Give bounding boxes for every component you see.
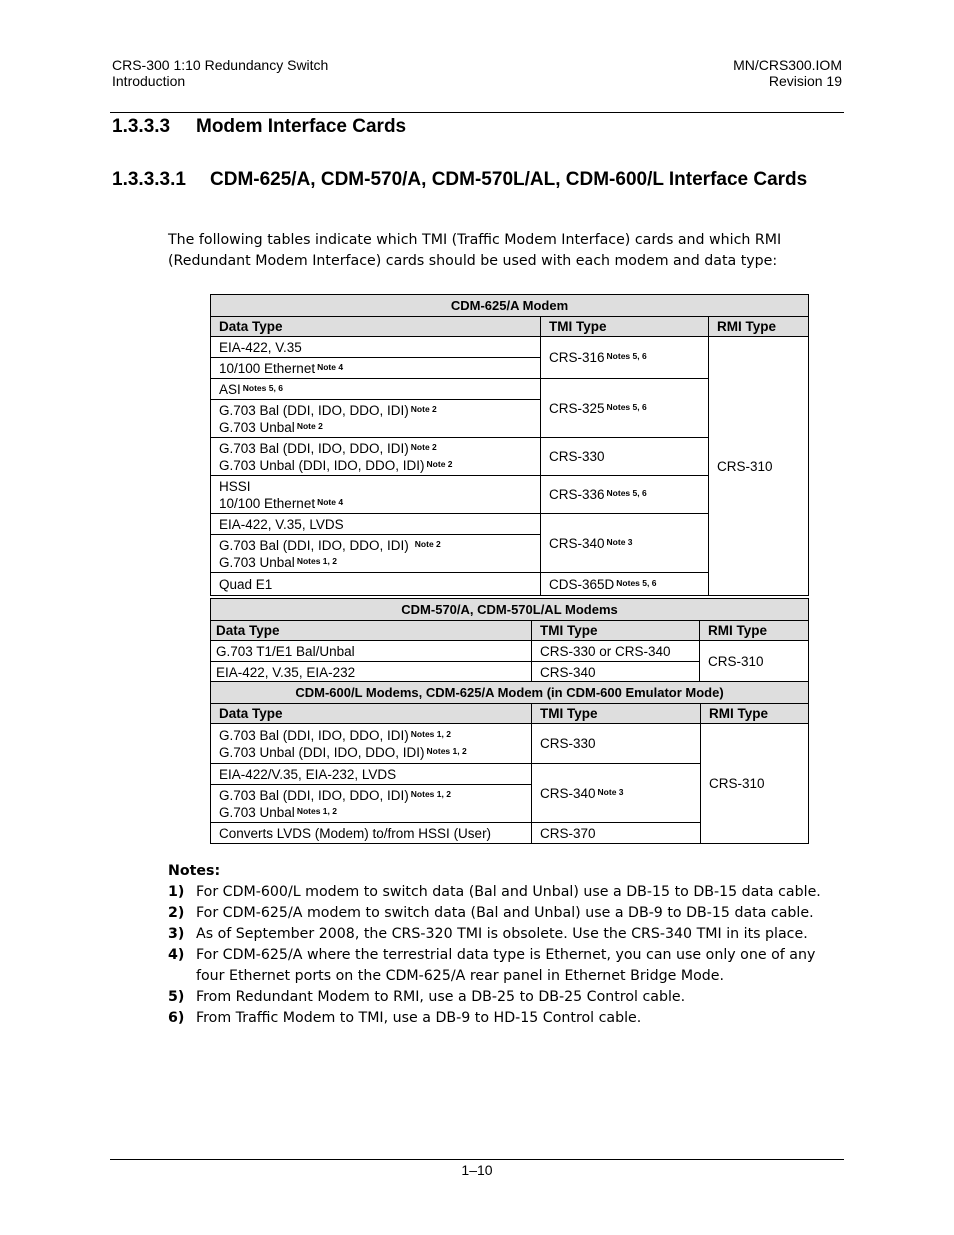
note-item: 2) For CDM-625/A modem to switch data (Bal and Unbal) use a DB-9 to DB-15 data cable. — [168, 905, 814, 921]
table-title: CDM-570/A, CDM-570L/AL Modems — [211, 599, 809, 621]
data-type-cell: EIA-422, V.35, EIA-232 — [211, 662, 532, 683]
notes-title: Notes: — [168, 863, 221, 879]
header-rule — [110, 112, 844, 113]
running-header-right — [733, 57, 842, 89]
tmi-type-cell: CRS-325 $^{Notes 5, 6}$ — [541, 379, 709, 438]
tmi-type-cell: CRS-316 $^{Notes 5, 6}$ — [541, 337, 709, 379]
rmi-type-cell: CRS-310 — [701, 724, 809, 844]
revision: Revision 19 — [768, 73, 842, 89]
page-number: 1–10 — [461, 1162, 493, 1178]
tmi-type-cell: CRS-340 $^{Note 3}$ — [532, 764, 701, 823]
section-heading — [112, 116, 406, 138]
column-header-data-type: Data Type — [211, 621, 532, 641]
column-header-tmi-type: TMI Type — [541, 317, 709, 337]
data-type-cell: ASI $^{Notes 5, 6}$ — [211, 379, 541, 400]
chapter-name: Introduction — [112, 73, 186, 89]
rmi-type-cell: CRS-310 — [709, 337, 809, 596]
data-type-cell: Quad E1 — [211, 573, 541, 596]
tmi-type-cell: CRS-370 — [532, 823, 701, 844]
table-title: CDM-625/A Modem — [211, 295, 809, 317]
data-type-cell: G.703 Bal (DDI, IDO, DDO, IDI) $^{Notes 1, 2}$ G.703 Unbal $^{Notes 1, 2}$ — [211, 785, 532, 823]
section-title: Modem Interface Cards — [196, 116, 407, 137]
note-item: 3) As of September 2008, the CRS-320 TMI is obsolete. Use the CRS-340 TMI in its place. — [168, 926, 808, 942]
subsection-number: 1.3.3.3.1 — [112, 169, 186, 190]
tmi-type-cell: CRS-340 — [532, 662, 700, 683]
tmi-type-cell: CRS-330 or CRS-340 — [532, 641, 700, 662]
column-header-rmi-type: RMI Type — [700, 621, 809, 641]
document-title: CRS-300 1:10 Redundancy Switch — [112, 57, 329, 73]
data-type-cell: 10/100 Ethernet $^{Note 4}$ — [211, 358, 541, 379]
data-type-cell: G.703 Bal (DDI, IDO, DDO, IDI) $^{Note 2}$ G.703 Unbal $^{Notes 1, 2}$ — [211, 535, 541, 573]
table-cdm-570 — [210, 598, 809, 683]
subsection-title: CDM-625/A, CDM-570/A, CDM-570L/AL, CDM-600/L Interface Cards — [210, 169, 808, 190]
column-header-data-type: Data Type — [211, 704, 532, 724]
table-cdm-625a — [210, 294, 809, 596]
tmi-type-cell: CRS-336 $^{Notes 5, 6}$ — [541, 476, 709, 514]
data-type-cell: Converts LVDS (Modem) to/from HSSI (User) — [211, 823, 532, 844]
table-cdm-600l — [210, 681, 809, 844]
data-type-cell: G.703 Bal (DDI, IDO, DDO, IDI) $^{Note 2}$ G.703 Unbal (DDI, IDO, DDO, IDI) $^{Note 2}$ — [211, 438, 541, 476]
column-header-data-type: Data Type — [211, 317, 541, 337]
running-header-left — [112, 57, 328, 89]
rmi-type-cell: CRS-310 — [700, 641, 809, 683]
tmi-type-cell: CRS-330 — [532, 724, 701, 764]
note-item: 6) From Traffic Modem to TMI, use a DB-9 to HD-15 Control cable. — [168, 1010, 642, 1026]
column-header-tmi-type: TMI Type — [532, 704, 701, 724]
document-id: MN/CRS300.IOM — [733, 57, 842, 73]
data-type-cell: G.703 Bal (DDI, IDO, DDO, IDI) $^{Note 2}$ G.703 Unbal $^{Note 2}$ — [211, 400, 541, 438]
column-header-rmi-type: RMI Type — [709, 317, 809, 337]
tmi-type-cell: CDS-365D $^{Notes 5, 6}$ — [541, 573, 709, 596]
data-type-cell: G.703 T1/E1 Bal/Unbal — [211, 641, 532, 662]
data-type-cell: EIA-422, V.35, LVDS — [211, 514, 541, 535]
tmi-type-cell: CRS-330 — [541, 438, 709, 476]
note-item: 4) For CDM-625/A where the terrestrial data type is Ethernet, you can use only one of any four Ethernet ports on the CDM-625/A rear panel in Ethernet Bridge Mode. — [168, 947, 816, 984]
intro-paragraph: The following tables indicate which TMI (Traffic Modem Interface) cards and which RMI (Redundant Modem Interface) cards should be used with each modem and data type: — [168, 232, 782, 269]
tmi-type-cell: CRS-340 $^{Note 3}$ — [541, 514, 709, 573]
note-item: 5) From Redundant Modem to RMI, use a DB-25 to DB-25 Control cable. — [168, 989, 686, 1005]
data-type-cell: EIA-422, V.35 — [211, 337, 541, 358]
column-header-tmi-type: TMI Type — [532, 621, 700, 641]
data-type-cell: G.703 Bal (DDI, IDO, DDO, IDI) $^{Notes 1, 2}$ G.703 Unbal (DDI, IDO, DDO, IDI) $^{Notes 1, 2}$ — [211, 724, 532, 764]
table-title: CDM-600/L Modems, CDM-625/A Modem (in CDM-600 Emulator Mode) — [211, 682, 809, 704]
section-number: 1.3.3.3 — [112, 116, 171, 137]
data-type-cell: EIA-422/V.35, EIA-232, LVDS — [211, 764, 532, 785]
footer-rule — [110, 1159, 844, 1160]
column-header-rmi-type: RMI Type — [701, 704, 809, 724]
data-type-cell: HSSI 10/100 Ethernet $^{Note 4}$ — [211, 476, 541, 514]
notes-section — [168, 861, 828, 1029]
note-item: 1) For CDM-600/L modem to switch data (Bal and Unbal) use a DB-15 to DB-15 data cable. — [168, 884, 821, 900]
